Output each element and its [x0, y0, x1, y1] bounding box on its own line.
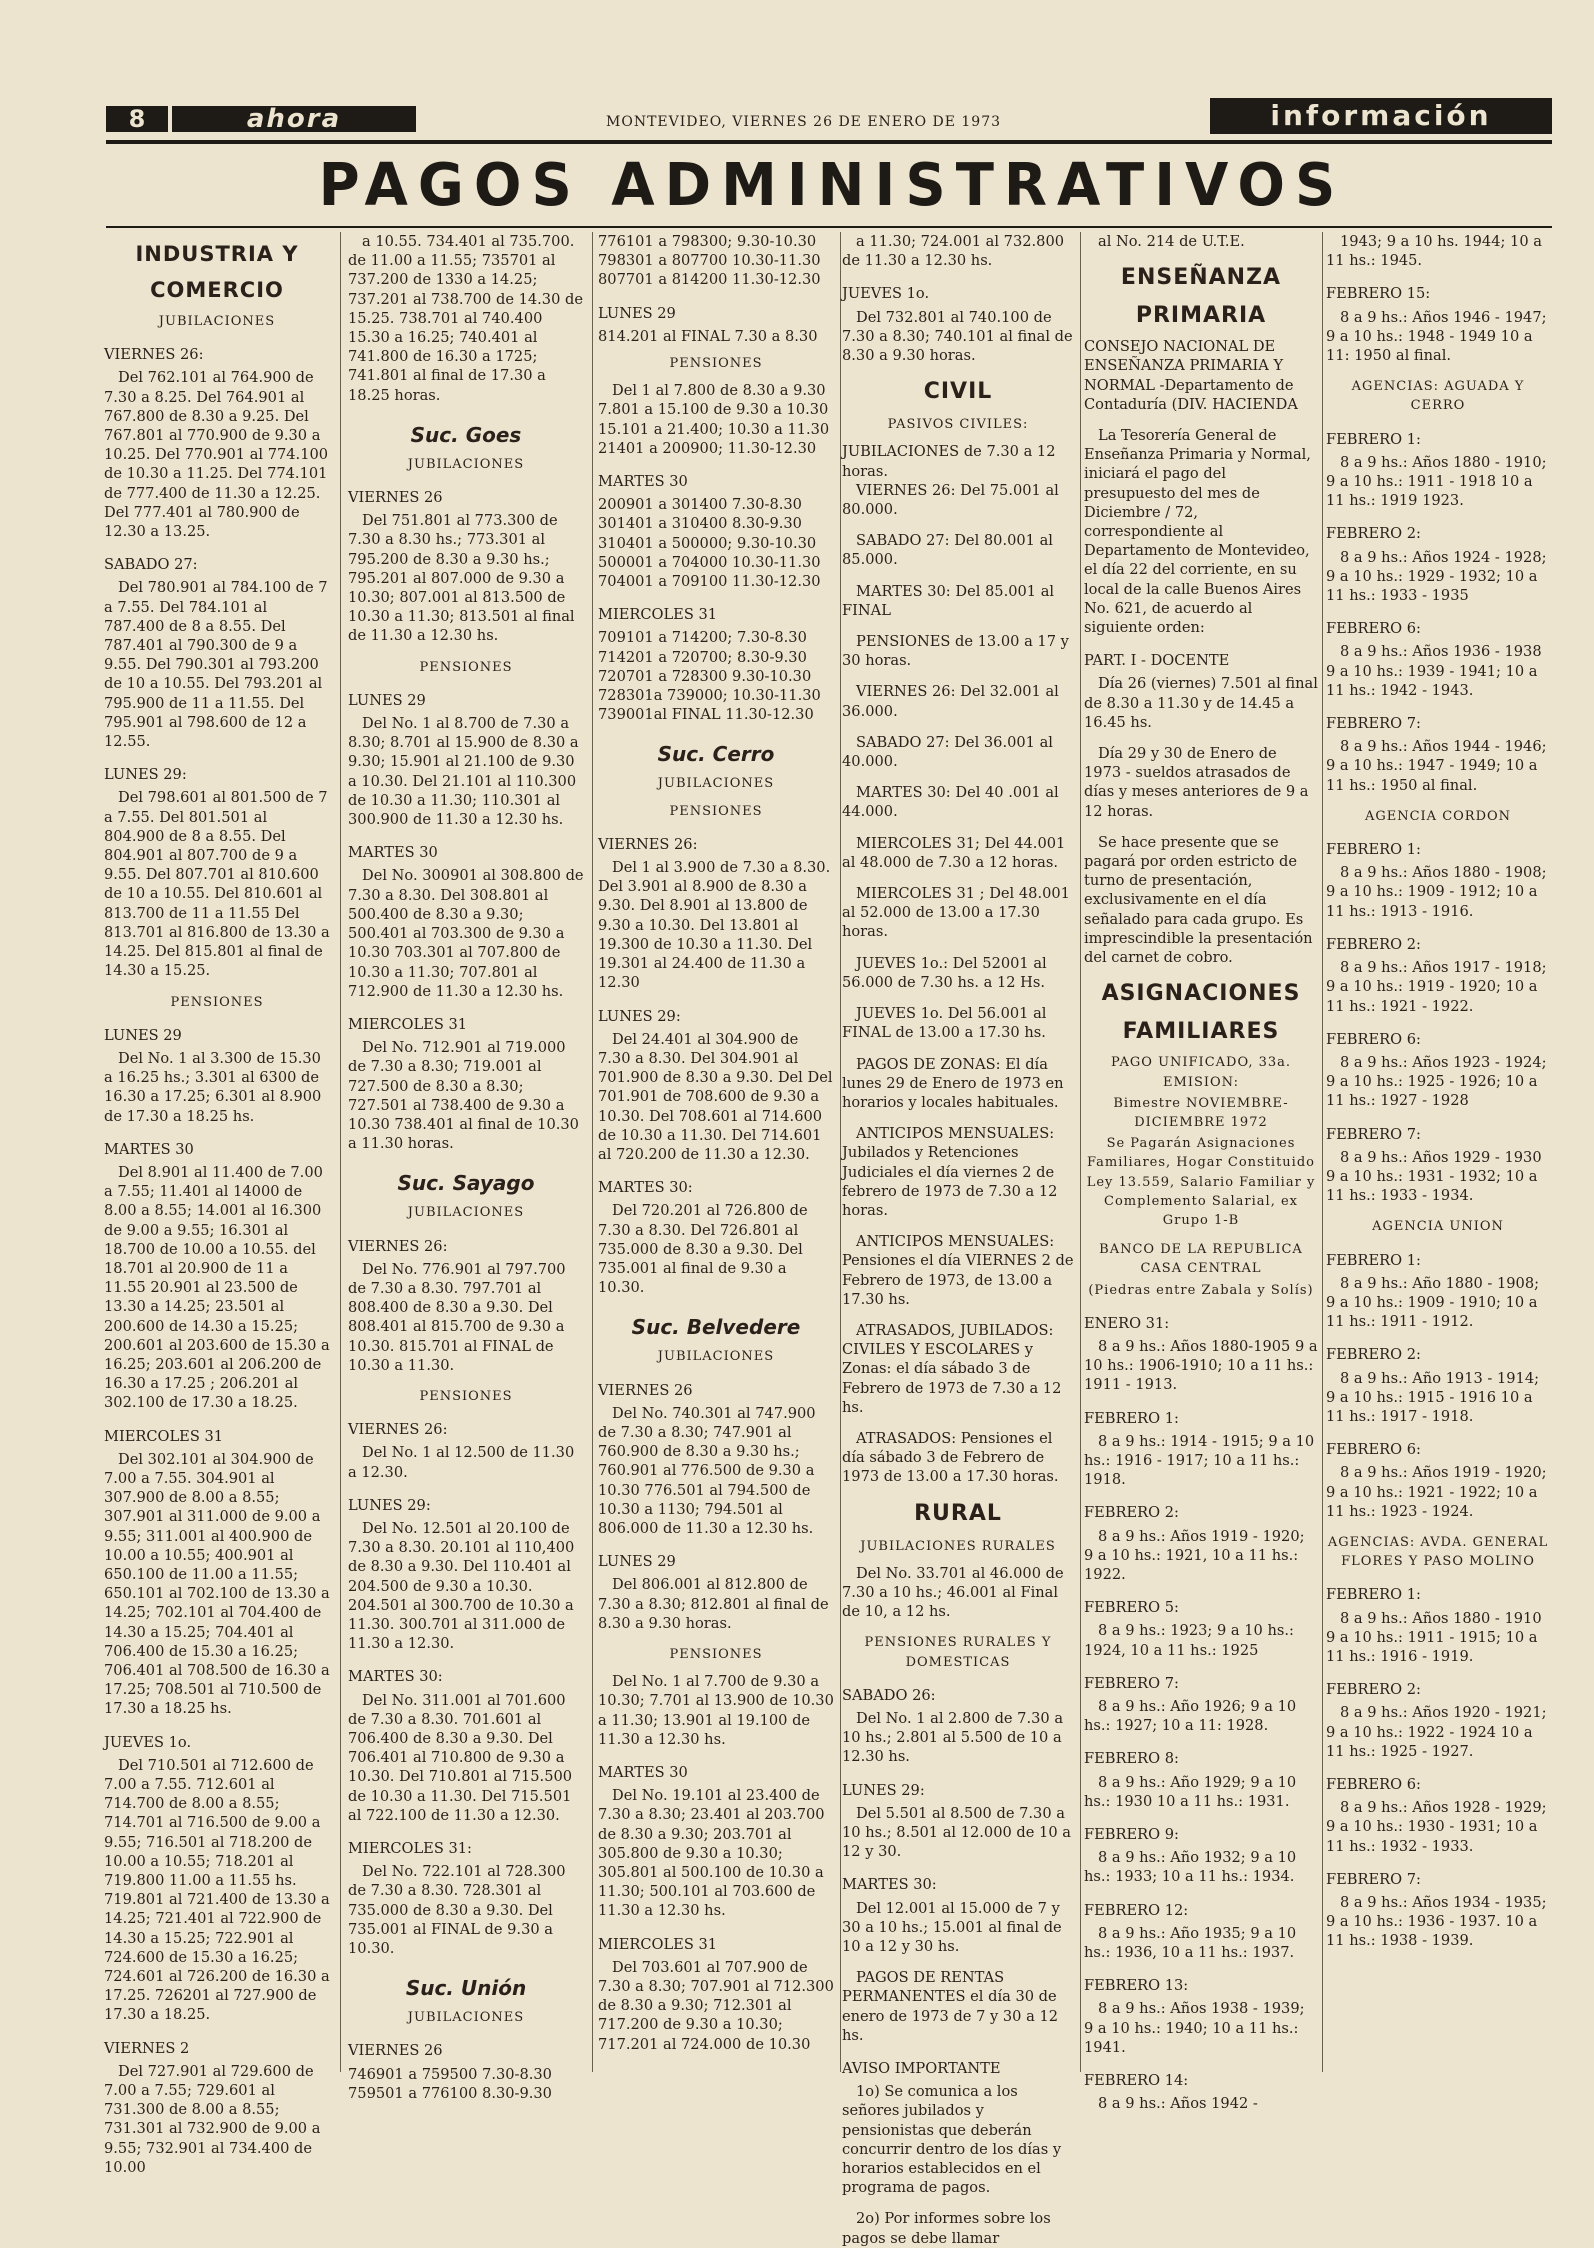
schedule-text: a 11.30; 724.001 al 732.800 de 11.30 a 12.30 hs.: [842, 233, 1065, 270]
agency-heading: AGENCIAS: AGUADA Y CERRO: [1351, 379, 1525, 414]
range-row: 709101 a 714200; 7.30-8.30: [598, 629, 807, 647]
schedule-text: Del 8.901 al 11.400 de 7.00 a 7.55; 11.401 al 14000 de 8.00 a 8.55; 14.001 al 16.300 de 9.00 a 9.55; 16.301 al 18.700 de 10.00 a 10.55. del 18.701 al 20.900 de 11 a 11.55 20.901 al 23.500 de 13.30 a 14.25; 23.501 al 200.600 de 14.30 a 15.25; 200.601 al 203.600 de 15.30 a 16.25; 203.601 al 206.200 de 16.30 a 17.25 ; 206.201 al 302.100 de 17.30 a 18.25.: [104, 1163, 330, 1412]
date-heading: FEBRERO 6:: [1326, 1776, 1421, 1793]
heading-civil: CIVIL: [923, 379, 993, 405]
brand-name: ahora: [172, 106, 416, 132]
column-1: [104, 232, 330, 2176]
date-heading: FEBRERO 5:: [1084, 1599, 1179, 1617]
schedule-text: MARTES 30: Del 85.001 al FINAL: [842, 582, 1055, 619]
date-heading: FEBRERO 1:: [1326, 430, 1421, 448]
schedule-text: JUBILACIONES de 7.30 a 12 horas.: [842, 443, 1056, 480]
day-heading: LUNES 29: [598, 1553, 676, 1571]
range-row: 500001 a 704000 10.30-11.30: [598, 553, 821, 571]
branch-heading: Suc. Unión: [405, 1976, 527, 2001]
subheading: PENSIONES: [170, 994, 264, 1010]
subheading: JUBILACIONES: [407, 456, 525, 472]
schedule-text: Del No. 1 al 2.800 de 7.30 a 10 hs.; 2.801 al 5.500 de 10 a 12.30 hs.: [842, 1709, 1064, 1766]
date-heading: FEBRERO 8:: [1084, 1750, 1179, 1768]
date-heading: FEBRERO 1:: [1326, 1251, 1421, 1269]
day-heading: LUNES 29: [348, 691, 426, 709]
range-row: 728301a 739000; 10.30-11.30: [598, 687, 821, 705]
day-heading: LUNES 29: [598, 304, 676, 322]
date-heading: FEBRERO 2:: [1326, 1681, 1421, 1699]
subheading: JUBILACIONES: [158, 314, 276, 329]
schedule-text: 8 a 9 hs.: Años 1917 - 1918; 9 a 10 hs.: 1919 - 1920; 10 a 11 hs.: 1921 - 1922.: [1326, 959, 1547, 1015]
schedule-text: MIERCOLES 31 ; Del 48.001 al 52.000 de 13.00 a 17.30 horas.: [842, 885, 1070, 941]
subheading: PENSIONES RURALES Y DOMESTICAS: [864, 1635, 1052, 1670]
day-heading: LUNES 29:: [104, 766, 187, 784]
day-heading: LUNES 29:: [842, 1781, 925, 1799]
heading-comercio: COMERCIO: [150, 278, 284, 302]
schedule-text: 8 a 9 hs.: Años 1880 - 1910 9 a 10 hs.: 1911 - 1915; 10 a 11 hs.: 1916 - 1919.: [1326, 1609, 1542, 1665]
schedule-text: Del No. 722.101 al 728.300 de 7.30 a 8.30. 728.301 al 735.000 de 8.30 a 9.30. Del 735.001 al FINAL de 9.30 a 10.30.: [348, 1863, 566, 1958]
subheading: PENSIONES: [419, 1388, 513, 1404]
masthead-rule: [106, 140, 1552, 144]
schedule-text: Del 24.401 al 304.900 de 7.30 a 8.30. Del 304.901 al 701.900 de 8.30 a 9.30. Del Del 701.901 de 708.600 de 9.30 a 10.30. Del 708.601 al 714.600 de 10.30 a 11.30. Del 714.601 al 720.200 de 11.30 a 12.30.: [598, 1030, 833, 1163]
day-heading: VIERNES 26:: [104, 346, 204, 364]
date-heading: FEBRERO 2:: [1084, 1504, 1179, 1522]
schedule-text: Del No. 311.001 al 701.600 de 7.30 a 8.30. 701.601 al 706.400 de 8.30 a 9.30. Del 706.401 al 710.800 de 9.30 a 10.30. Del 710.801 al 715.500 de 10.30 a 11.30. Del 715.501 al 722.100 de 11.30 a 12.30.: [348, 1691, 573, 1824]
range-row: 746901 a 759500 7.30-8.30: [348, 2065, 552, 2083]
day-heading: MARTES 30:: [842, 1876, 937, 1894]
day-heading: MARTES 30:: [348, 1668, 443, 1686]
schedule-text: Del 762.101 al 764.900 de 7.30 a 8.25. Del 764.901 al 767.800 de 8.30 a 9.25. Del 767.801 al 770.900 de 9.30 a 10.25. Del 770.901 al 774.100 de 10.30 a 11.25. Del 774.101 de 777.400 de 11.30 a 12.25. Del 777.401 al 780.900 de 12.30 a 13.25.: [104, 369, 329, 541]
schedule-text: 8 a 9 hs.: Año 1926; 9 a 10 hs.: 1927; 10 a 11: 1928.: [1084, 1697, 1297, 1735]
column-3: [598, 232, 834, 2082]
branch-heading: Suc. Cerro: [657, 742, 775, 767]
day-heading: JUEVES 1o.: [842, 285, 930, 303]
schedule-text: Del 1 al 7.800 de 8.30 a 9.30 7.801 a 15.100 de 9.30 a 10.30 15.101 a 21.400; 10.30 a 11.30 21401 a 200900; 11.30-12.30: [598, 382, 830, 457]
range-row: 759501 a 776100 8.30-9.30: [348, 2084, 552, 2102]
day-heading: SABADO 26:: [842, 1686, 936, 1704]
date-heading: FEBRERO 2:: [1326, 935, 1421, 953]
schedule-text: Del 12.001 al 15.000 de 7 y 30 a 10 hs.; 15.001 al final de 10 a 12 y 30 hs.: [842, 1899, 1062, 1956]
column-divider: [1080, 232, 1081, 2072]
schedule-text: 8 a 9 hs.: Años 1919 - 1920; 9 a 10 hs.: 1921, 10 a 11 hs.: 1922.: [1084, 1527, 1305, 1583]
heading-rural: RURAL: [914, 1500, 1002, 1526]
notice-text: Día 29 y 30 de Enero de 1973 - sueldos atrasados de días y meses anteriores de 9 a 12 horas.: [1084, 745, 1309, 820]
agency-heading: AGENCIA CORDON: [1364, 808, 1512, 824]
schedule-text: 8 a 9 hs.: Años 1880 - 1908; 9 a 10 hs.: 1909 - 1912; 10 a 11 hs.: 1913 - 1916.: [1326, 864, 1547, 920]
schedule-text: Del No. 12.501 al 20.100 de 7.30 a 8.30. 20.101 al 110,400 de 8.30 a 9.30. Del 110.401 al 204.500 de 9.30 a 10.30. 204.501 al 300.700 de 10.30 a 11.30. 300.701 al 311.000 de 11.30 a 12.30.: [348, 1519, 575, 1653]
schedule-text: Del 732.801 al 740.100 de 7.30 a 8.30; 740.101 al final de 8.30 a 9.30 horas.: [842, 308, 1073, 365]
subheading: PENSIONES: [669, 1646, 763, 1662]
day-heading: JUEVES 1o.: [104, 1733, 192, 1751]
schedule-text: 8 a 9 hs.: 1914 - 1915; 9 a 10 hs.: 1916 - 1917; 10 a 11 hs.: 1918.: [1084, 1432, 1315, 1489]
schedule-text: 8 a 9 hs.: Años 1944 - 1946; 9 a 10 hs.: 1947 - 1949; 10 a 11 hs.: 1950 al final.: [1326, 738, 1547, 794]
day-heading: VIERNES 26:: [348, 1237, 448, 1255]
notice-text: Día 26 (viernes) 7.501 al final de 8.30 a 11.30 y de 14.45 a 16.45 hs.: [1084, 675, 1318, 731]
schedule-text: Del 710.501 al 712.600 de 7.00 a 7.55. 712.601 al 714.700 de 8.00 a 8.55; 714.701 al 716.500 de 9.00 a 9.55; 716.501 al 718.200 de 10.00 a 10.55; 718.201 al 719.800 11.00 a 11.55 hs. 719.801 al 721.400 de 13.30 a 14.25; 721.401 al 722.900 de 14.30 a 15.25; 722.901 al 724.600 de 15.30 a 16.25; 724.601 al 726.200 de 16.30 a 17.25. 726201 al 727.900 de 17.30 a 18.25.: [104, 1756, 330, 2024]
subheading: PENSIONES: [669, 803, 763, 819]
schedule-text: JUEVES 1o. Del 56.001 al FINAL de 13.00 a 17.30 hs.: [842, 1005, 1047, 1042]
schedule-text: Del 727.901 al 729.600 de 7.00 a 7.55; 729.601 al 731.300 de 8.00 a 8.55; 731.301 al 732.900 de 9.00 a 9.55; 732.901 al 734.400 de 10.00: [104, 2062, 321, 2176]
schedule-text: Del No. 300901 al 308.800 de 7.30 a 8.30. Del 308.801 al 500.400 de 8.30 a 9.30; 500.401 al 703.300 de 9.30 a 10.30 703.301 al 707.800 de 10.30 a 11.30; 707.801 al 712.900 de 11.30 a 12.30 hs.: [348, 867, 584, 1000]
subheading: JUBILACIONES RURALES: [860, 1538, 1056, 1554]
day-heading: MIERCOLES 31: [104, 1427, 224, 1445]
schedule-text: 8 a 9 hs.: Años 1920 - 1921; 9 a 10 hs.: 1922 - 1924 10 a 11 hs.: 1925 - 1927.: [1326, 1704, 1547, 1760]
range-row: 814.201 al FINAL 7.30 a 8.30: [598, 327, 818, 345]
centered-line: PAGO UNIFICADO, 33a. EMISION:: [1110, 1055, 1292, 1090]
schedule-text: MARTES 30: Del 40 .001 al 44.000.: [842, 784, 1059, 821]
column-divider: [840, 232, 841, 2072]
subheading: JUBILACIONES: [657, 1349, 775, 1365]
schedule-text: Del 1 al 3.900 de 7.30 a 8.30. Del 3.901 al 8.900 de 8.30 a 9.30. Del 8.901 al 13.800 de 9.30 a 10.30. Del 13.801 al 19.300 de 10.30 a 11.30. Del 19.301 al 24.400 de 11.30 a 12.30: [598, 859, 831, 992]
schedule-text: Del 806.001 al 812.800 de 7.30 a 8.30; 812.801 al final de 8.30 a 9.30 horas.: [598, 1576, 829, 1632]
schedule-text: Del No. 776.901 al 797.700 de 7.30 a 8.30. 797.701 al 808.400 de 8.30 a 9.30. Del 808.401 al 815.700 de 9.30 a 10.30. 815.701 al FINAL de 10.30 a 11.30.: [348, 1260, 566, 1374]
schedule-text: 8 a 9 hs.: Años 1923 - 1924; 9 a 10 hs.: 1925 - 1926; 10 a 11 hs.: 1927 - 1928: [1326, 1053, 1547, 1110]
schedule-text: PAGOS DE ZONAS: El día lunes 29 de Enero de 1973 en horarios y locales habituales.: [842, 1055, 1064, 1111]
banner-rule: [106, 226, 1552, 228]
schedule-text: al No. 214 de U.T.E.: [1098, 233, 1245, 250]
subheading: JUBILACIONES: [407, 1205, 525, 1221]
schedule-text: Del No. 33.701 al 46.000 de 7.30 a 10 hs.; 46.001 al Final de 10, a 12 hs.: [842, 1564, 1064, 1621]
range-row: 200901 a 301400 7.30-8.30: [598, 496, 802, 514]
schedule-text: a 10.55. 734.401 al 735.700. de 11.00 a 11.55; 735701 al 737.200 de 1330 a 14.25; 737.201 al 738.700 de 14.30 de 15.25. 738.701 al 740.400 15.30 a 16.25; 740.401 al 741.800 de 16.30 a 1725; 741.801 al final de 17.30 a 18.25 horas.: [348, 233, 583, 404]
schedule-text: SABADO 27: Del 80.001 al 85.000.: [842, 532, 1053, 569]
schedule-text: 1943; 9 a 10 hs. 1944; 10 a 11 hs.: 1945.: [1326, 233, 1542, 270]
date-heading: FEBRERO 7:: [1326, 1125, 1421, 1143]
schedule-text: Del 780.901 al 784.100 de 7 a 7.55. Del 784.101 al 787.400 de 8 a 8.55. Del 787.401 al 790.300 de 9 a 9.55. Del 790.301 al 793.200 de 10 a 10.55. Del 793.201 al 795.900 de 11 a 11.55. Del 795.901 al 798.600 de 12 a 12.55.: [104, 579, 328, 751]
notice-text: Se hace presente que se pagará por orden estricto de turno de presentación, exclusivamente en el día señalado para cada grupo. Es imprescindible la presentación del carnet de cobro.: [1084, 833, 1313, 967]
subheading: PENSIONES: [669, 356, 763, 372]
schedule-text: 8 a 9 hs.: Años 1938 - 1939; 9 a 10 hs.: 1940; 10 a 11 hs.: 1941.: [1084, 2000, 1305, 2056]
subheading: JUBILACIONES: [657, 776, 775, 792]
range-row: 720701 a 728300 9.30-10.30: [598, 667, 812, 685]
range-row: 310401 a 500000; 9.30-10.30: [598, 534, 817, 552]
schedule-text: 8 a 9 hs.: Años 1929 - 1930 9 a 10 hs.: 1931 - 1932; 10 a 11 hs.: 1933 - 1934.: [1326, 1148, 1542, 1205]
day-heading: VIERNES 26: [348, 2042, 443, 2060]
column-divider: [340, 232, 341, 2072]
day-heading: LUNES 29:: [598, 1007, 681, 1025]
day-heading: MIERCOLES 31: [348, 1015, 468, 1033]
schedule-text: Del No. 1 al 8.700 de 7.30 a 8.30; 8.701 al 15.900 de 8.30 a 9.30; 15.901 al 21.100 de 9.30 a 10.30. Del 21.101 al 110.300 de 10.30 a 11.30; 110.301 al 300.900 de 11.30 a 12.30 hs.: [348, 715, 579, 829]
schedule-text: MIERCOLES 31; Del 44.001 al 48.000 de 7.30 a 12 horas.: [842, 834, 1066, 871]
heading-primaria: PRIMARIA: [1135, 303, 1267, 329]
day-heading: MIERCOLES 31: [598, 1935, 718, 1953]
heading-familiares: FAMILIARES: [1122, 1019, 1280, 1045]
date-heading: FEBRERO 2:: [1326, 1346, 1421, 1364]
schedule-text: JUEVES 1o.: Del 52001 al 56.000 de 7.30 hs. a 12 Hs.: [842, 954, 1047, 991]
day-heading: SABADO 27:: [104, 556, 198, 574]
range-row: 739001al FINAL 11.30-12.30: [598, 706, 814, 724]
schedule-text: 8 a 9 hs.: Años 1880-1905 9 a 10 hs.: 1906-1910; 10 a 11 hs.: 1911 - 1913.: [1084, 1337, 1318, 1394]
agency-text: CONSEJO NACIONAL DE ENSEÑANZA PRIMARIA Y NORMAL -Departamento de Contaduría (DIV. HACIENDA: [1084, 338, 1298, 413]
day-heading: MARTES 30: [598, 1764, 688, 1781]
column-6: [1326, 232, 1550, 2082]
notice-text: 2o) Por informes sobre los pagos se debe llamar: [842, 2210, 1051, 2247]
schedule-text: ATRASADOS, JUBILADOS: CIVILES Y ESCOLARES y Zonas: el día sábado 3 de Febrero de 1973 de 7.30 a 12 hs.: [842, 1321, 1062, 1416]
range-row: 807701 a 814200 11.30-12.30: [598, 271, 821, 289]
schedule-text: 8 a 9 hs.: Año 1913 - 1914; 9 a 10 hs.: 1915 - 1916 10 a 11 hs.: 1917 - 1918.: [1326, 1369, 1540, 1425]
schedule-text: 8 a 9 hs.: Año 1935; 9 a 10 hs.: 1936, 10 a 11 hs.: 1937.: [1084, 1924, 1297, 1962]
schedule-text: VIERNES 26: Del 75.001 al 80.000.: [842, 481, 1059, 519]
date-heading: FEBRERO 15:: [1326, 285, 1431, 303]
schedule-text: 8 a 9 hs.: Años 1924 - 1928; 9 a 10 hs.: 1929 - 1932; 10 a 11 hs.: 1933 - 1935: [1326, 548, 1547, 605]
schedule-text: 8 a 9 hs.: Año 1932; 9 a 10 hs.: 1933; 10 a 11 hs.: 1934.: [1084, 1849, 1297, 1886]
date-heading: FEBRERO 9:: [1084, 1826, 1179, 1843]
schedule-text: 8 a 9 hs.: Año 1929; 9 a 10 hs.: 1930 10 a 11 hs.: 1931.: [1084, 1773, 1297, 1810]
day-heading: MIERCOLES 31: [598, 606, 718, 624]
date-heading: FEBRERO 7:: [1326, 1870, 1421, 1888]
date-heading: FEBRERO 12:: [1084, 1901, 1189, 1919]
notice-text: La Tesorería General de Enseñanza Primaria y Normal, iniciará el pago del presupuesto del mes de Diciembre / 72, correspondiente al Departamento de Montevideo, el día 22 del corriente, en su local de la calle Buenos Aires No. 621, de acuerdo al siguiente orden:: [1084, 427, 1311, 637]
schedule-text: 8 a 9 hs.: Años 1934 - 1935; 9 a 10 hs.: 1936 - 1937. 10 a 11 hs.: 1938 - 1939.: [1326, 1894, 1547, 1950]
branch-heading: Suc. Belvedere: [631, 1315, 801, 1340]
schedule-text: 8 a 9 hs.: 1923; 9 a 10 hs.: 1924, 10 a 11 hs.: 1925: [1084, 1622, 1294, 1659]
schedule-text: Del 798.601 al 801.500 de 7 a 7.55. Del 801.501 al 804.900 de 8 a 8.55. Del 804.901 al 807.700 de 9 a 9.55. Del 807.701 al 810.600 de 10 a 10.55. Del 810.601 al 813.700 de 11 a 11.55 Del 813.701 al 816.800 de 13.30 a 14.25. Del 815.801 al final de 14.30 a 15.25.: [104, 789, 330, 980]
page-number: 8: [106, 106, 168, 132]
branch-heading: Suc. Sayago: [397, 1171, 535, 1196]
day-heading: MARTES 30:: [598, 1179, 693, 1197]
date-heading: FEBRERO 6:: [1326, 1441, 1421, 1459]
day-heading: VIERNES 26:: [598, 835, 698, 853]
schedule-text: SABADO 27: Del 36.001 al 40.000.: [842, 733, 1053, 771]
date-heading: FEBRERO 14:: [1084, 2072, 1189, 2090]
agency-heading: AGENCIAS: AVDA. GENERAL FLORES Y PASO MOLINO: [1327, 1534, 1549, 1570]
schedule-text: ATRASADOS: Pensiones el día sábado 3 de Febrero de 1973 de 13.00 a 17.30 horas.: [842, 1429, 1059, 1486]
centered-line: Bimestre NOVIEMBRE-DICIEMBRE 1972: [1113, 1095, 1289, 1130]
schedule-text: Del No. 740.301 al 747.900 de 7.30 a 8.30; 747.901 al 760.900 de 8.30 a 9.30 hs.; 760.901 al 776.500 de 9.30 a 10.30 776.501 al 794.500 de 10.30 a 1130; 794.501 al 806.000 de 11.30 a 12.30 hs.: [598, 1404, 816, 1537]
masthead: [106, 98, 1552, 142]
date-heading: FEBRERO 7:: [1326, 715, 1421, 733]
date-heading: FEBRERO 1:: [1326, 841, 1421, 859]
schedule-text: 8 a 9 hs.: Años 1928 - 1929; 9 a 10 hs.: 1930 - 1931; 10 a 11 hs.: 1932 - 1933.: [1326, 1799, 1547, 1855]
column-divider: [1322, 232, 1323, 2072]
column-5: [1084, 232, 1318, 2113]
date-heading: FEBRERO 13:: [1084, 1977, 1189, 1995]
schedule-text: Del No. 1 al 3.300 de 15.30 a 16.25 hs.; 3.301 al 6300 de 16.30 a 17.25; 6.301 al 8.900 de 17.30 a 18.25 hs.: [104, 1049, 322, 1125]
date-heading: FEBRERO 1:: [1084, 1409, 1179, 1427]
branch-heading: Suc. Goes: [410, 422, 522, 447]
range-row: 776101 a 798300; 9.30-10.30: [598, 233, 817, 250]
subheading: PENSIONES: [419, 659, 513, 675]
day-heading: VIERNES 26:: [348, 1421, 448, 1439]
date-heading: FEBRERO 6:: [1326, 1030, 1421, 1048]
date-heading: FEBRERO 6:: [1326, 620, 1421, 638]
schedule-text: ANTICIPOS MENSUALES: Jubilados y Retenciones Judiciales el día viernes 2 de febrero de 1973 de 7.30 a 12 horas.: [842, 1125, 1058, 1219]
day-heading: MARTES 30: [348, 844, 438, 862]
column-4: [842, 232, 1074, 2247]
date-heading: FEBRERO 7:: [1084, 1674, 1179, 1692]
schedule-text: Del No. 1 al 12.500 de 11.30 a 12.30.: [348, 1444, 575, 1481]
notice-heading: AVISO IMPORTANTE: [842, 2060, 1001, 2078]
schedule-text: Del No. 712.901 al 719.000 de 7.30 a 8.30; 719.001 al 727.500 de 8.30 a 8.30; 727.501 al 738.400 de 9.30 a 10.30 738.401 al final de 10.30 a 11.30 horas.: [348, 1039, 579, 1153]
subheading: JUBILACIONES: [407, 2010, 525, 2026]
page-title: PAGOS ADMINISTRATIVOS: [318, 151, 1346, 220]
column-divider: [592, 232, 593, 2072]
schedule-text: Del 5.501 al 8.500 de 7.30 a 10 hs.; 8.501 al 12.000 de 10 a 12 y 30.: [842, 1804, 1071, 1861]
date-heading: ENERO 31:: [1084, 1314, 1170, 1332]
range-row: 704001 a 709100 11.30-12.30: [598, 573, 821, 591]
schedule-text: 8 a 9 hs.: Años 1880 - 1910; 9 a 10 hs.: 1911 - 1918 10 a 11 hs.: 1919 1923.: [1326, 453, 1547, 510]
column-2: [348, 232, 584, 2102]
day-heading: MARTES 30: [104, 1140, 194, 1158]
date-heading: FEBRERO 2:: [1326, 525, 1421, 543]
centered-line: Se Pagarán Asignaciones Familiares, Hogar Constituido Ley 13.559, Salario Familiar y Complemento Salarial, ex Grupo 1-B: [1086, 1136, 1316, 1228]
schedule-text: 8 a 9 hs.: Año 1880 - 1908; 9 a 10 hs.: 1909 - 1910; 10 a 11 hs.: 1911 - 1912.: [1326, 1274, 1540, 1331]
schedule-text: 8 a 9 hs.: Años 1936 - 1938 9 a 10 hs.: 1939 - 1941; 10 a 11 hs.: 1942 - 1943.: [1326, 643, 1542, 699]
schedule-text: Del No. 19.101 al 23.400 de 7.30 a 8.30; 23.401 al 203.700 de 8.30 a 9.30; 203.701 al 305.800 de 9.30 a 10.30; 305.801 al 500.100 de 10.30 a 11.30; 500.101 al 703.600 de 11.30 a 12.30 hs.: [598, 1787, 825, 1920]
schedule-text: PENSIONES de 13.00 a 17 y 30 horas.: [842, 633, 1069, 670]
dateline: MONTEVIDEO, VIERNES 26 DE ENERO DE 1973: [606, 114, 1002, 130]
day-heading: VIERNES 2: [104, 2039, 190, 2057]
day-heading: VIERNES 26: [598, 1381, 693, 1399]
range-row: 301401 a 310400 8.30-9.30: [598, 515, 802, 533]
heading-industria: INDUSTRIA Y: [135, 242, 299, 266]
schedule-text: VIERNES 26: Del 32.001 al 36.000.: [842, 683, 1059, 720]
day-heading: MARTES 30: [598, 473, 688, 491]
schedule-text: ANTICIPOS MENSUALES: Pensiones el día VIERNES 2 de Febrero de 1973, de 13.00 a 17.30 hs.: [842, 1233, 1074, 1308]
part-heading: PART. I - DOCENTE: [1084, 652, 1230, 670]
subheading: PASIVOS CIVILES:: [887, 417, 1029, 433]
notice-text: 1o) Se comunica a los señores jubilados y pensionistas que deberán concurrir dentro de los días y horarios establecidos en el programa de pagos.: [842, 2083, 1062, 2197]
centered-line: (Piedras entre Zabala y Solís): [1088, 1282, 1314, 1298]
schedule-text: PAGOS DE RENTAS PERMANENTES el día 30 de enero de 1973 de 7 y 30 a 12 hs.: [842, 1969, 1059, 2044]
day-heading: LUNES 29:: [348, 1496, 431, 1514]
schedule-text: Del 720.201 al 726.800 de 7.30 a 8.30. Del 726.801 al 735.000 de 8.30 a 9.30. Del 735.001 al final de 9.30 a 10.30.: [598, 1202, 808, 1297]
agency-heading: AGENCIA UNION: [1372, 1219, 1504, 1235]
schedule-text: Del 302.101 al 304.900 de 7.00 a 7.55. 304.901 al 307.900 de 8.00 a 8.55; 307.901 al 311.000 de 9.00 a 9.55; 311.001 al 400.900 de 10.00 a 10.55; 400.901 al 650.100 de 11.00 a 11.55; 650.101 al 702.100 de 13.30 a 14.25; 702.101 al 704.400 de 14.30 a 15.25; 704.401 al 706.400 de 15.30 a 16.25; 706.401 al 708.500 de 16.30 a 17.25; 708.501 al 710.500 de 17.30 a 18.25 hs.: [104, 1450, 330, 1718]
heading-asignaciones: ASIGNACIONES: [1101, 981, 1301, 1007]
schedule-text: 8 a 9 hs.: Años 1946 - 1947; 9 a 10 hs.: 1948 - 1949 10 a 11: 1950 al final.: [1326, 308, 1547, 365]
date-heading: FEBRERO 1:: [1326, 1586, 1421, 1604]
day-heading: MIERCOLES 31:: [348, 1840, 472, 1858]
schedule-text: Del No. 1 al 7.700 de 9.30 a 10.30; 7.701 al 13.900 de 10.30 a 11.30; 13.901 al 19.100 de 11.30 a 12.30 hs.: [598, 1673, 834, 1748]
section-label: información: [1210, 98, 1552, 134]
heading-ensenanza: ENSEÑANZA: [1120, 265, 1282, 291]
day-heading: LUNES 29: [104, 1026, 182, 1044]
day-heading: VIERNES 26: [348, 489, 443, 507]
schedule-text: Del 703.601 al 707.900 de 7.30 a 8.30; 707.901 al 712.300 de 8.30 a 9.30; 712.301 al 717.200 de 9.30 a 10.30; 717.201 al 724.000 de 10.30: [598, 1958, 834, 2053]
centered-line: BANCO DE LA REPUBLICA CASA CENTRAL: [1099, 1242, 1303, 1277]
range-row: 714201 a 720700; 8.30-9.30: [598, 648, 807, 666]
schedule-text: Del 751.801 al 773.300 de 7.30 a 8.30 hs.; 773.301 al 795.200 de 8.30 a 9.30 hs.; 795.201 al 807.000 de 9.30 a 10.30; 807.001 al 813.500 de 10.30 a 11.30; 813.501 al final de 11.30 a 12.30 hs.: [348, 512, 575, 645]
range-row: 798301 a 807700 10.30-11.30: [598, 252, 821, 270]
schedule-text: 8 a 9 hs.: Años 1942 -: [1098, 2095, 1258, 2113]
schedule-text: 8 a 9 hs.: Años 1919 - 1920; 9 a 10 hs.: 1921 - 1922; 10 a 11 hs.: 1923 - 1924.: [1326, 1464, 1547, 1520]
